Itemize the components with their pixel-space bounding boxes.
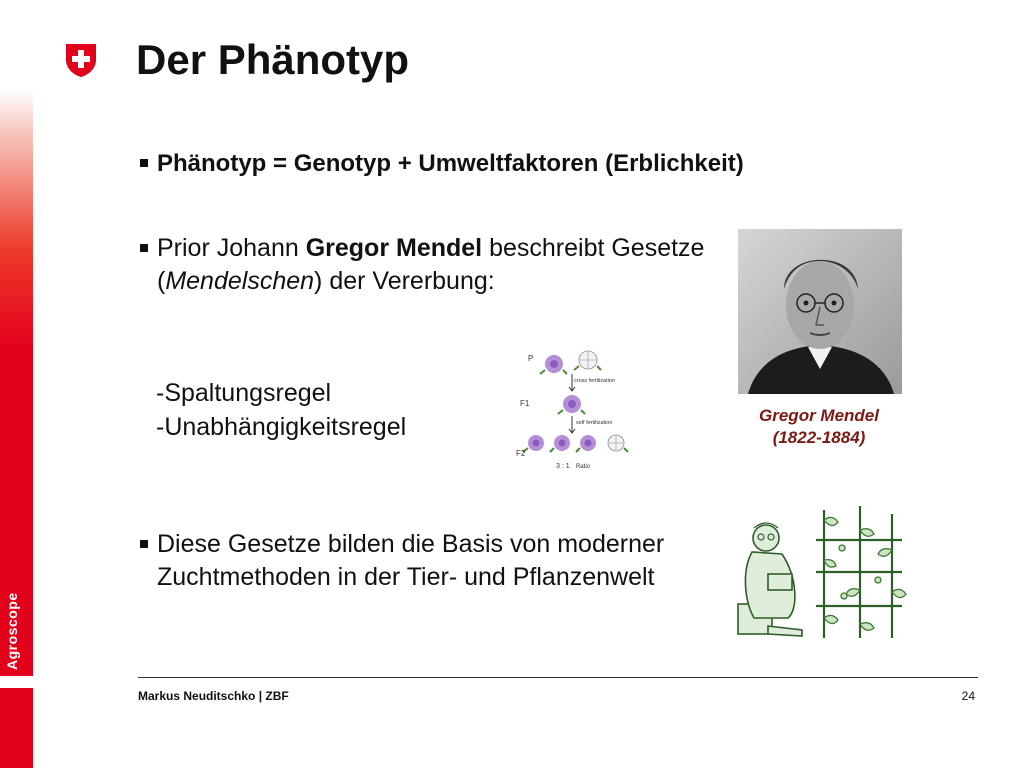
caption-name: Gregor Mendel bbox=[759, 406, 879, 425]
purple-flower-icon bbox=[558, 395, 585, 414]
bullet-text: Phänotyp = Genotyp + Umweltfaktoren (Erblichkeit) bbox=[157, 150, 744, 177]
diagram-ratio-word: Ratio bbox=[576, 464, 591, 470]
rule-item-independence: -Unabhängigkeitsregel bbox=[156, 413, 407, 441]
footer-divider bbox=[138, 677, 978, 678]
page-number: 24 bbox=[961, 689, 975, 703]
diagram-label-cross: cross fertilization bbox=[574, 378, 615, 384]
bullet-text-part: Prior Johann bbox=[157, 234, 306, 262]
swiss-cross-shield-icon bbox=[64, 42, 98, 78]
sidebar-gap bbox=[0, 676, 33, 688]
bullet-breeding-basis bbox=[140, 528, 720, 594]
purple-flower-icon bbox=[550, 435, 570, 452]
rule-item-segregation: -Spaltungsregel bbox=[156, 379, 332, 407]
purple-flower-icon bbox=[576, 435, 596, 452]
brand-sidebar-label bbox=[4, 646, 20, 670]
bullet-text-part: beschreibt Gesetze ( bbox=[157, 234, 705, 295]
bullet-text-bold: Gregor Mendel bbox=[305, 234, 483, 262]
diagram-label-f2: F2 bbox=[516, 449, 526, 458]
white-flower-icon bbox=[608, 435, 628, 452]
white-flower-icon bbox=[574, 351, 601, 370]
mendel-garden-illustration bbox=[732, 500, 912, 640]
bullet-phenotype-formula bbox=[140, 147, 744, 180]
caption-dates: (1822-1884) bbox=[772, 428, 866, 447]
bullet-marker bbox=[140, 540, 148, 548]
rules-list bbox=[156, 376, 406, 444]
diagram-label-f1: F1 bbox=[520, 399, 530, 408]
portrait-caption bbox=[736, 405, 902, 449]
footer-author: Markus Neuditschko | ZBF bbox=[138, 689, 289, 703]
diagram-ratio: 3 : 1 bbox=[556, 463, 570, 470]
bullet-mendel-laws bbox=[140, 232, 720, 298]
page-title: Der Phänotyp bbox=[136, 36, 410, 83]
purple-flower-icon bbox=[540, 355, 567, 374]
diagram-label-p: P bbox=[528, 354, 534, 363]
mendel-portrait-image bbox=[738, 229, 902, 394]
bullet-marker bbox=[140, 159, 148, 167]
bullet-text-italic: Mendelschen bbox=[165, 267, 315, 295]
purple-flower-icon bbox=[523, 435, 544, 452]
bullet-text bbox=[157, 232, 720, 298]
diagram-label-self: self fertilization bbox=[576, 420, 613, 426]
mendel-cross-diagram bbox=[512, 348, 640, 474]
bullet-text-part: ) der Vererbung: bbox=[314, 267, 495, 295]
bullet-text: Diese Gesetze bilden die Basis von moderner Zuchtmethoden in der Tier- und Pflanzenwelt bbox=[157, 530, 665, 591]
bullet-marker bbox=[140, 244, 148, 252]
